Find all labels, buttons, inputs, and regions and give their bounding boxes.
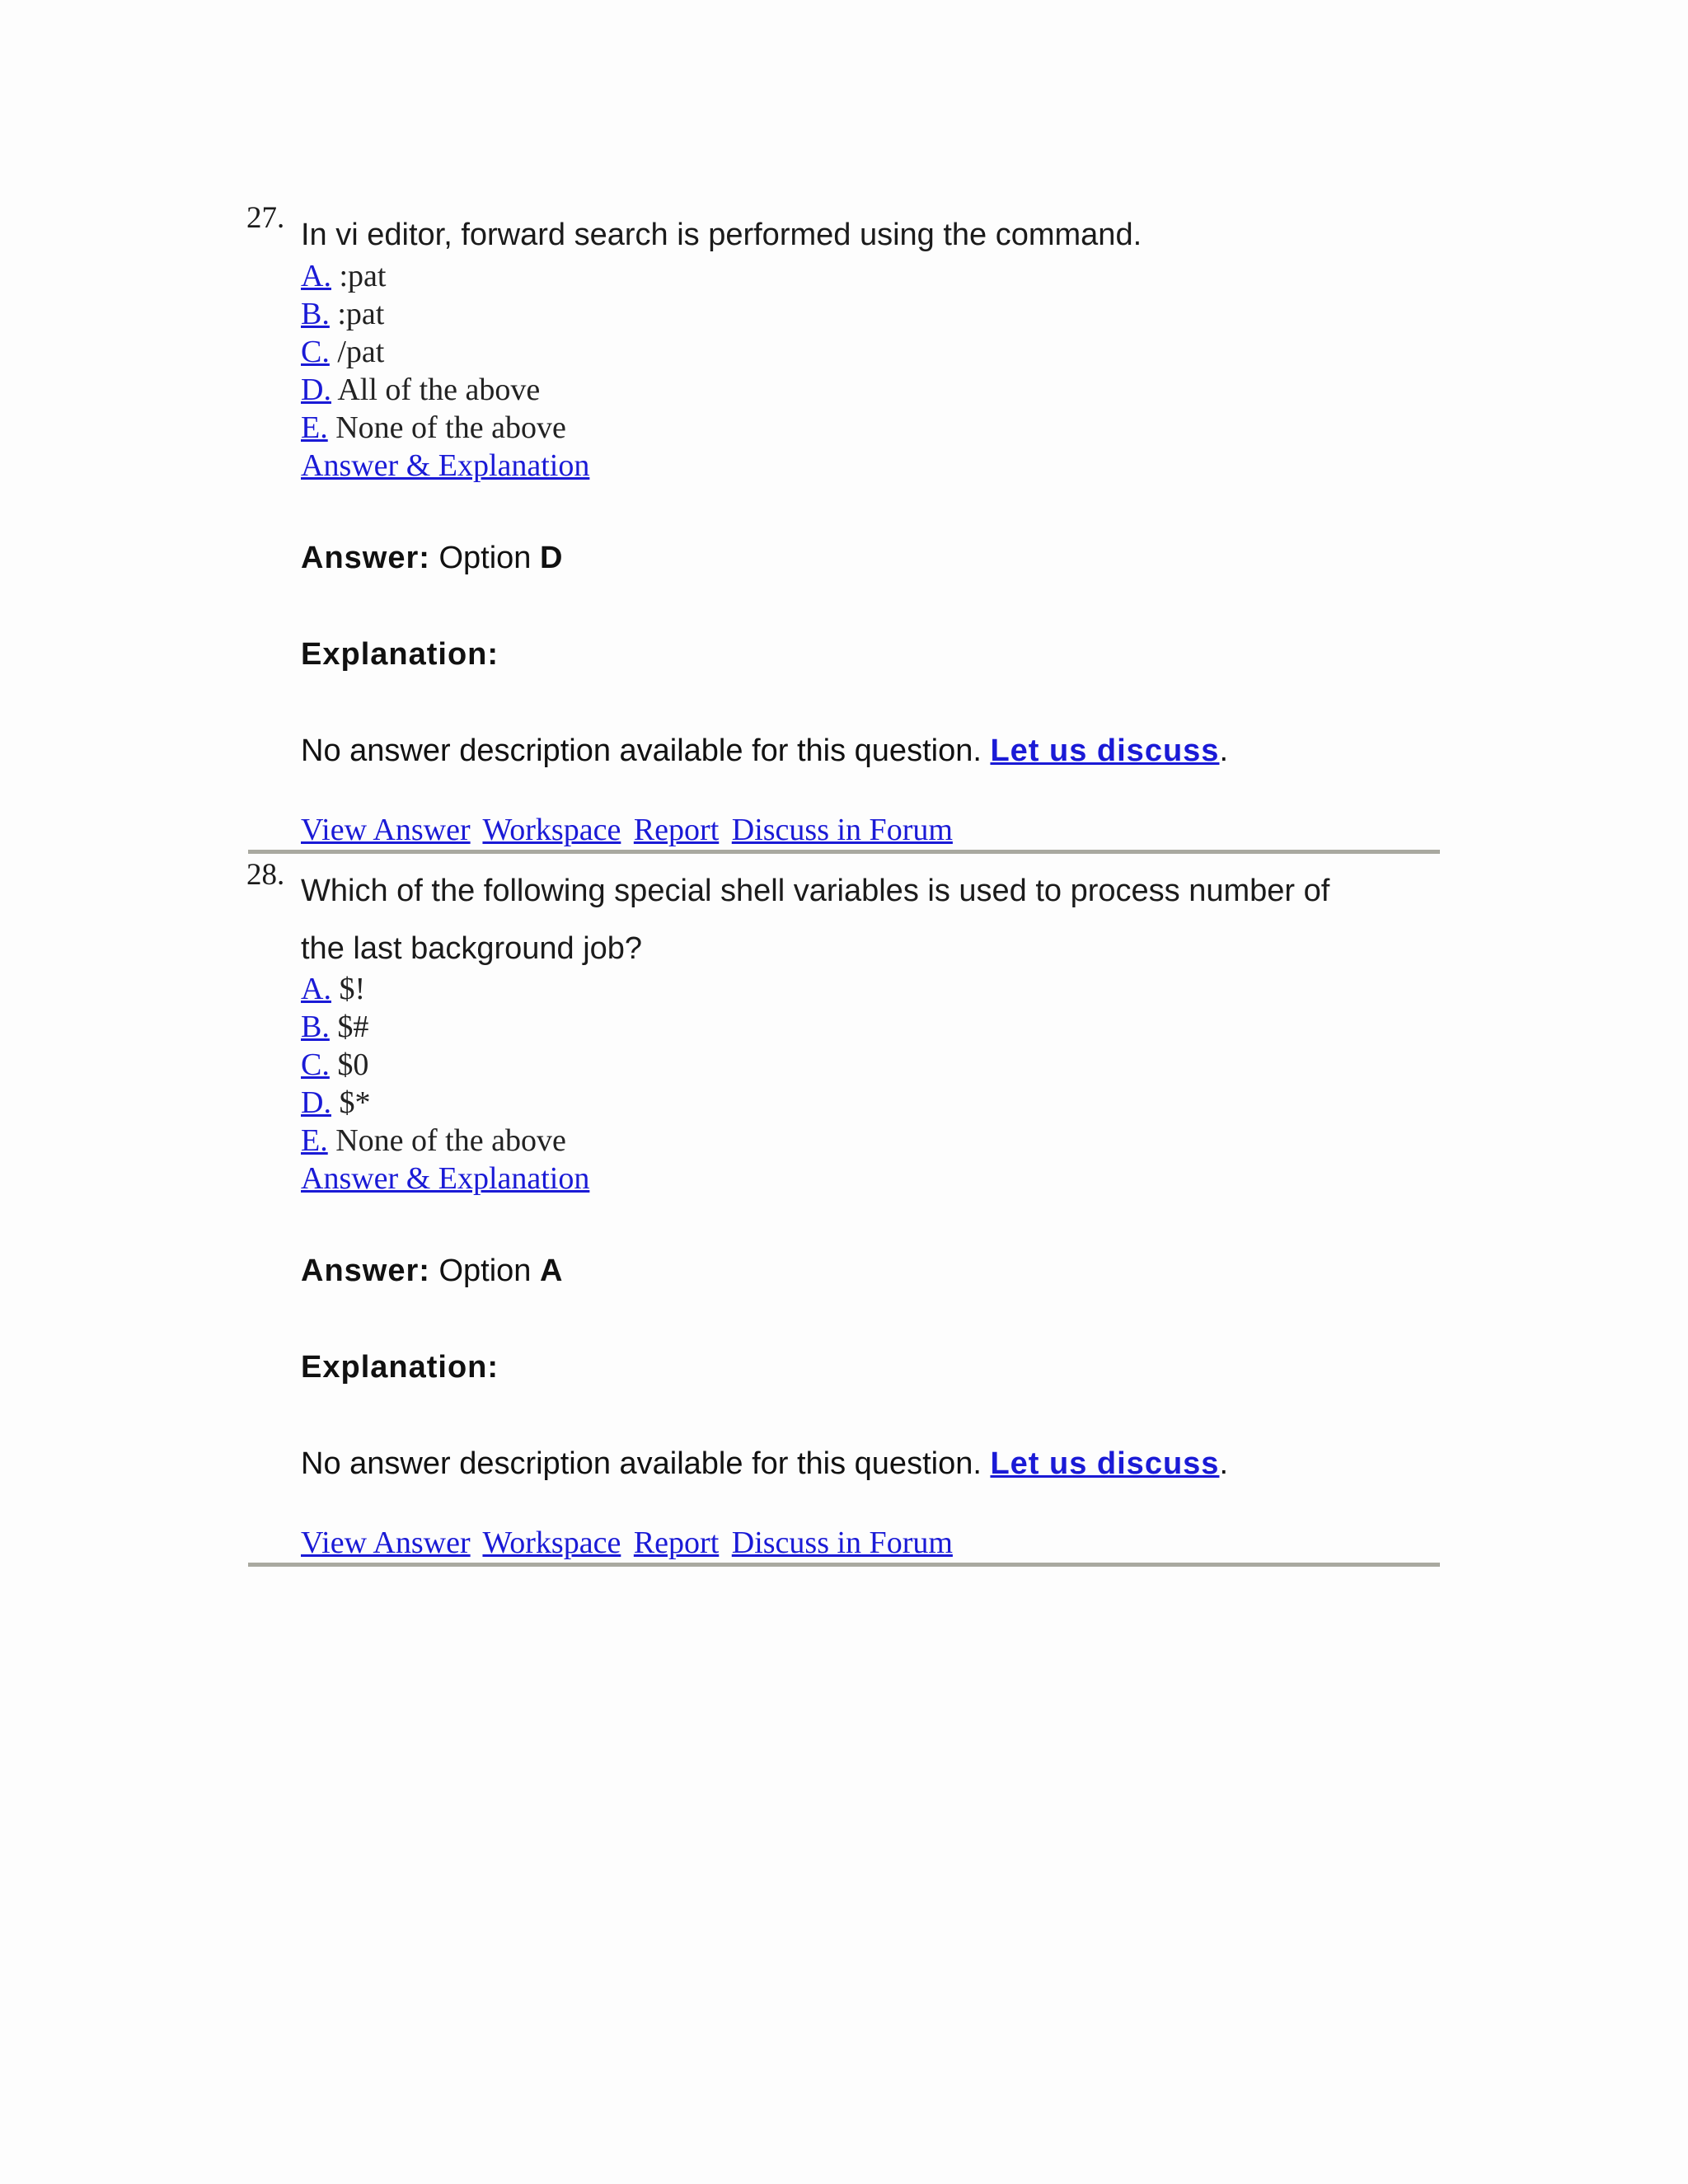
option-e-link[interactable]: E. xyxy=(301,1123,328,1158)
explanation-label: Explanation: xyxy=(301,1350,499,1385)
option-c-link[interactable]: C. xyxy=(301,335,330,369)
explanation-text: No answer description available for this question. xyxy=(301,733,982,768)
option-e xyxy=(301,409,566,447)
answer-explanation-row xyxy=(301,447,589,485)
explanation-label: Explanation: xyxy=(301,637,499,672)
discuss-in-forum-link[interactable]: Discuss in Forum xyxy=(731,813,953,847)
question-text: In vi editor, forward search is performed using the command. xyxy=(301,218,1142,252)
option-e-link[interactable]: E. xyxy=(301,410,328,445)
answer-line xyxy=(301,1254,563,1289)
report-link[interactable]: Report xyxy=(633,1526,720,1560)
option-b-link[interactable]: B. xyxy=(301,1010,330,1044)
option-a-text: $! xyxy=(339,972,366,1006)
explanation-period: . xyxy=(1219,733,1228,768)
answer-letter: A xyxy=(540,1254,564,1288)
answer-label: Answer: xyxy=(301,1254,430,1288)
option-b-text: $# xyxy=(337,1010,369,1044)
option-d-link[interactable]: D. xyxy=(301,373,331,407)
option-e-text: None of the above xyxy=(335,1123,566,1158)
divider xyxy=(248,850,1440,854)
option-a xyxy=(301,257,386,295)
option-e-text: None of the above xyxy=(335,410,566,445)
answer-prefix: Option xyxy=(438,541,532,575)
answer-line xyxy=(301,541,563,576)
option-a-text: :pat xyxy=(339,259,387,293)
footer-links xyxy=(301,1525,958,1561)
let-us-discuss-link[interactable]: Let us discuss xyxy=(990,733,1220,768)
explanation-text: No answer description available for this question. xyxy=(301,1446,982,1481)
workspace-link[interactable]: Workspace xyxy=(482,813,621,847)
footer-links xyxy=(301,812,958,848)
answer-prefix: Option xyxy=(438,1254,532,1288)
option-b xyxy=(301,1008,368,1046)
option-d-link[interactable]: D. xyxy=(301,1085,331,1120)
option-c xyxy=(301,333,384,371)
option-a-link[interactable]: A. xyxy=(301,259,331,293)
option-b-link[interactable]: B. xyxy=(301,297,330,331)
answer-explanation-link[interactable]: Answer & Explanation xyxy=(301,448,590,483)
option-d-text: All of the above xyxy=(337,373,541,407)
explanation-line xyxy=(301,1446,1228,1482)
option-e xyxy=(301,1122,566,1160)
answer-explanation-row xyxy=(301,1160,589,1197)
question-text-line-2: the last background job? xyxy=(301,931,643,966)
option-a-link[interactable]: A. xyxy=(301,972,331,1006)
option-c-text: $0 xyxy=(337,1047,369,1082)
option-b xyxy=(301,295,384,333)
explanation-period: . xyxy=(1219,1446,1228,1481)
option-a xyxy=(301,970,365,1008)
let-us-discuss-link[interactable]: Let us discuss xyxy=(990,1446,1220,1481)
question-number: 28. xyxy=(246,858,285,892)
option-c-link[interactable]: C. xyxy=(301,1047,330,1082)
view-answer-link[interactable]: View Answer xyxy=(301,1526,471,1560)
workspace-link[interactable]: Workspace xyxy=(482,1526,621,1560)
question-text-line-1: Which of the following special shell variables is used to process number of xyxy=(301,874,1330,908)
report-link[interactable]: Report xyxy=(633,813,720,847)
option-c-text: /pat xyxy=(337,335,385,369)
view-answer-link[interactable]: View Answer xyxy=(301,813,471,847)
question-number: 27. xyxy=(246,201,285,235)
explanation-line xyxy=(301,733,1228,769)
answer-letter: D xyxy=(540,541,564,575)
answer-label: Answer: xyxy=(301,541,430,575)
answer-explanation-link[interactable]: Answer & Explanation xyxy=(301,1161,590,1196)
option-d xyxy=(301,371,540,409)
option-d-text: $* xyxy=(339,1085,371,1120)
option-d xyxy=(301,1084,370,1122)
divider xyxy=(248,1563,1440,1567)
option-b-text: :pat xyxy=(337,297,385,331)
option-c xyxy=(301,1046,368,1084)
discuss-in-forum-link[interactable]: Discuss in Forum xyxy=(731,1526,953,1560)
